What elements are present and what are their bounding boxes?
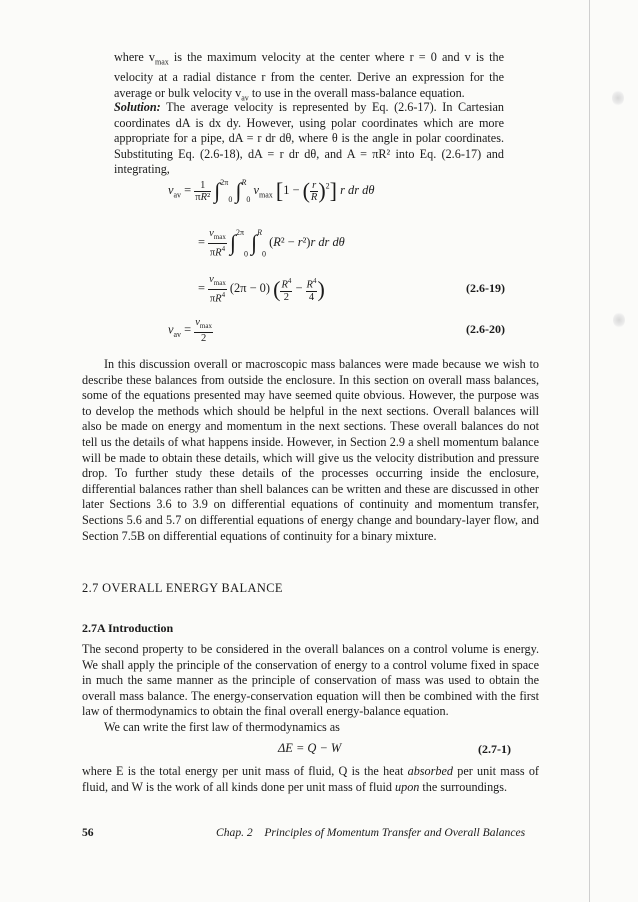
body-paragraph: We can write the first law of thermodynamics as (104, 720, 340, 734)
equation-number: (2.6-20) (466, 322, 505, 336)
equation-average-velocity-result: $v_{av}$ = $\frac{v_{max}}{2}$ (168, 317, 212, 345)
section-heading: 2.7 OVERALL ENERGY BALANCE (82, 581, 283, 595)
page-margin-line (589, 0, 590, 902)
equation-number: (2.6-19) (466, 281, 505, 295)
scan-speck (612, 90, 624, 106)
body-paragraph: The second property to be considered in the overall balances on a control volume is energy. We shall apply the principle of the conservation of energy to a control volume fixed in space in much the same manner as the principle of conservation of mass was used to obtain the overall mass balance. The energy-conservation equation will then be combined with the first law of thermodynamics to obtain the final overall energy-balance equation. (82, 642, 539, 719)
example-intro-paragraph: where $v_{max}$ is the maximum velocity at the center where r = 0 and v is the velocity at a radial distance r from the center. Derive an expression for the average or bulk velocity $v_{av}$ to use in the overall mass-balance equation. (114, 50, 504, 103)
page-number: 56 (82, 826, 94, 839)
equation-average-velocity-integral: $v_{av}$ = $\frac{1}{\text{πR²}}$ ∫$^{2\pi}$0 ∫$^R$0 $v_{max}$ [1 − ( $\frac{r}{R}$ )$^2$] r dr dθ (168, 178, 375, 204)
body-paragraph: In this discussion overall or macroscopic mass balances were made because we wish to describe these balances from outside the enclosure. In this section on overall mass balances, some of the equations presented may have seemed quite obvious. However, the purpose was to develop the methods which should be helpful in the next sections. Overall balances will also be made on energy and momentum in the next sections. These overall balances do not tell us the details of what happens inside. However, in Section 2.9 a shell momentum balance will be made to obtain these details, which will give us the velocity distribution and pressure drop. To further study these details of the processes occurring inside the enclosure, differential balances rather than shell balances can be written and these are discussed in other later Sections 3.6 to 3.9 on differential equations of continuity and momentum transfer, Sections 5.6 and 5.7 on differential equations of energy change and boundary-layer flow, and Section 7.5B on differential equations of continuity for a binary mixture. (82, 357, 539, 543)
solution-paragraph: Solution: The average velocity is represented by Eq. (2.6-17). In Cartesian coordinates dA is dx dy. However, using polar coordinates which are more appropriate for a pipe, dA = r dr dθ, where θ is the angle in polar coordinates. Substituting Eq. (2.6-18), dA = r dr dθ, and A = πR² into Eq. (2.6-17) and integrating, (114, 100, 504, 177)
equation-step-3: = $\frac{v_{max}}{\pi R^4}$ (2π − 0) ( $\frac{R^4}{2}$ − $\frac{R^4}{4}$ ) (198, 274, 325, 305)
equation-first-law: ΔE = Q − W (278, 741, 342, 755)
body-paragraph: where E is the total energy per unit mass of fluid, Q is the heat absorbed per unit mass of fluid, and W is the work of all kinds done per unit mass of fluid upon the surroundings. (82, 764, 539, 794)
running-footer: Chap. 2 Principles of Momentum Transfer and Overall Balances (216, 826, 526, 839)
subsection-heading: 2.7A Introduction (82, 621, 174, 635)
scan-speck (613, 312, 625, 328)
equation-number: (2.7-1) (478, 742, 511, 756)
equation-step-2: = $\frac{v_{max}}{\pi R^4}$ ∫$^{2\pi}$0 ∫$^R$0 (R² − r²)r dr dθ (198, 228, 345, 259)
